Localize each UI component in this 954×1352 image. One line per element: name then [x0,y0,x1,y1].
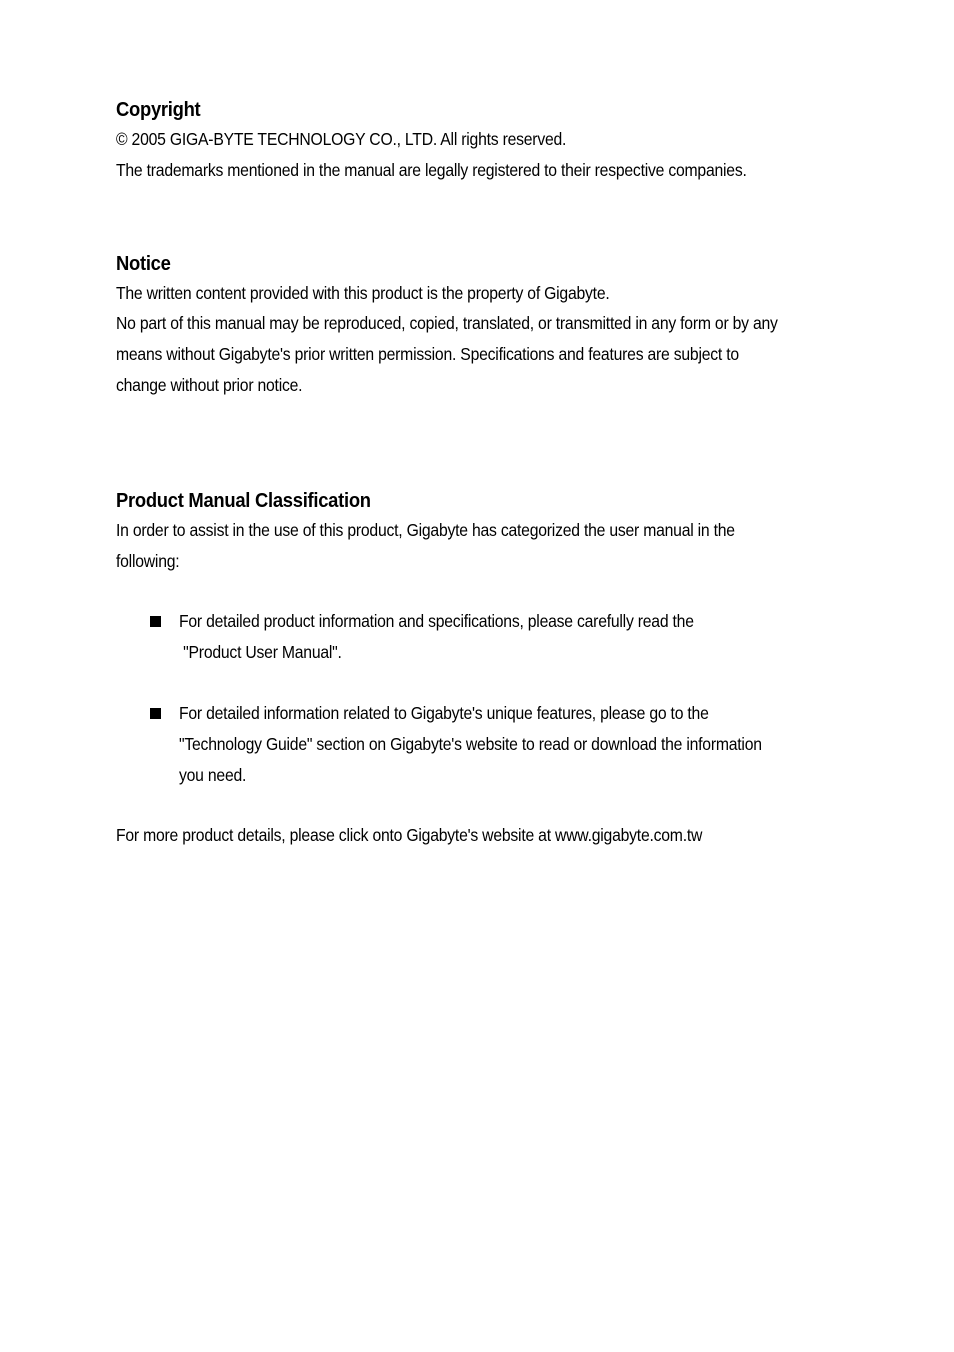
classification-section [116,487,840,851]
list-item [116,698,840,790]
website-footer [116,820,840,851]
notice-line-1: The written content provided with this product is the property of Gigabyte. [116,282,610,303]
list-item [116,606,840,668]
square-bullet-icon [150,708,161,719]
copyright-line: © 2005 GIGA-BYTE TECHNOLOGY CO., LTD. All rights reserved. [116,129,567,149]
notice-line-2: No part of this manual may be reproduced, copied, translated, or transmitted in any form or by any [116,313,778,334]
list-item-line-3: you need. [179,764,247,785]
list-item-line-2: "Technology Guide" section on Gigabyte's website to read or download the information [179,733,762,754]
notice-section [116,250,840,401]
notice-line-3: means without Gigabyte's prior written permission. Specifications and features are subject to [116,344,739,365]
manual-page [116,96,840,851]
notice-heading: Notice [116,252,171,275]
copyright-statement [116,124,840,186]
classification-intro-line-1: In order to assist in the use of this product, Gigabyte has categorized the user manual in the [116,519,735,540]
website-footer-text: For more product details, please click onto Gigabyte's website at www.gigabyte.com.tw [116,825,703,846]
list-item-text [179,606,840,668]
classification-intro-line-2: following: [116,550,180,571]
square-bullet-icon [150,616,161,627]
copyright-heading: Copyright [116,99,201,121]
classification-heading: Product Manual Classification [116,489,371,512]
list-item-line-2: "Product User Manual". [179,642,342,663]
notice-line-4: change without prior notice. [116,374,303,395]
classification-intro [116,515,840,577]
list-item-line-1: For detailed information related to Gigabyte's unique features, please go to the [179,702,709,723]
classification-list [116,606,840,790]
notice-text [116,278,840,401]
list-item-line-1: For detailed product information and specifications, please carefully read the [179,611,694,632]
copyright-section [116,96,840,186]
list-item-text [179,698,840,790]
trademark-line: The trademarks mentioned in the manual are legally registered to their respective companies. [116,159,747,180]
